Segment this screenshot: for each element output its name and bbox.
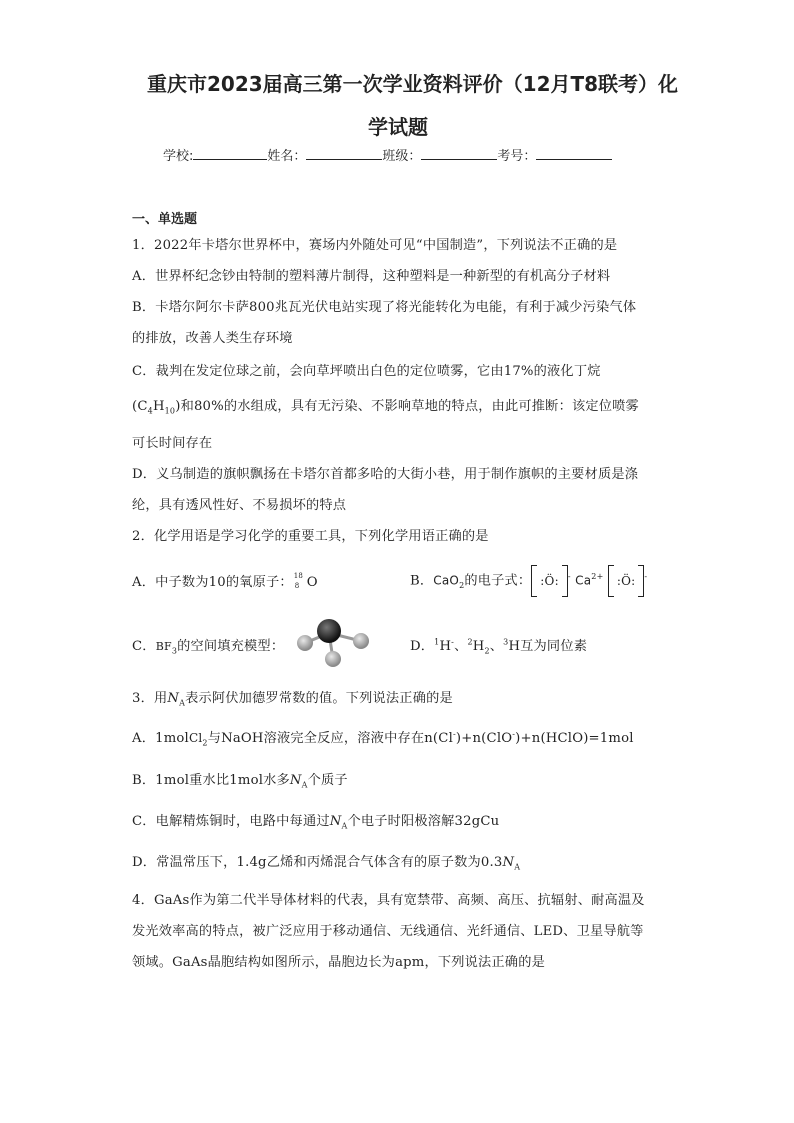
q2-stem: 2．化学用语是学习化学的重要工具，下列化学用语正确的是 [132, 529, 489, 544]
q3-option-d: D．常温常压下，1.4g乙烯和丙烯混合气体含有的原子数为$0.3N_A$ [132, 855, 521, 872]
page-title: 重庆市2023届高三第一次学业资料评价（12月T8联考）化 [147, 72, 679, 96]
name-label: 姓名： [267, 149, 307, 164]
section-heading: 一、单选题 [132, 212, 198, 227]
fluorine-atom [353, 633, 369, 649]
q3-option-a: A．1molCl$_2$与NaOH溶液完全反应，溶液中存在n(Cl-)+n(ClO-)+n(HClO)=1mol [132, 729, 634, 748]
class-label: 班级： [382, 149, 422, 164]
q2-option-c: C．$BF_3$的空间填充模型： [132, 639, 285, 656]
class-blank[interactable] [421, 147, 497, 160]
q3-option-b: B．1mol重水比1mol水多$N_A$个质子 [132, 773, 348, 790]
q1-option-c-line1: C．裁判在发定位球之前，会向草坪喷出白色的定位喷雾，它由17%的液化丁烷 [132, 364, 601, 379]
q4-stem-line2: 发光效率高的特点，被广泛应用于移动通信、无线通信、光纤通信、LED、卫星导航等 [132, 924, 644, 939]
page-title-line2: 学试题 [368, 115, 428, 139]
exam-no-label: 考号： [497, 149, 537, 164]
school-label: 学校: [163, 149, 194, 164]
oxygen-dot-right: :Ö: [616, 573, 636, 588]
q1-option-a: A．世界杯纪念钞由特制的塑料薄片制得，这种塑料是一种新型的有机高分子材料 [132, 269, 611, 284]
q1-option-d-line1: D．义乌制造的旗帜飘扬在卡塔尔首都多哈的大街小巷，用于制作旗帜的主要材质是涤 [132, 467, 639, 482]
boron-atom [317, 619, 341, 643]
oxygen-dot-left: :Ö: [540, 573, 559, 588]
q3-option-c: C．电解精炼铜时，电路中每通过$N_A$个电子时阳极溶解32gCu [132, 814, 500, 831]
q4-stem-line1: 4．GaAs作为第二代半导体材料的代表，具有宽禁带、高频、高压、抗辐射、耐高温及 [132, 893, 645, 908]
q2-option-d: D．$^1$H-、$^2H_2$、$^3$H互为同位素 [410, 637, 588, 656]
q1-option-b-line1: B．卡塔尔阿尔卡萨800兆瓦光伏电站实现了将光能转化为电能，有利于减少污染气体 [132, 300, 637, 315]
q4-stem-line3: 领域。GaAs晶胞结构如图所示，晶胞边长为apm，下列说法正确的是 [132, 955, 545, 970]
q2-option-b: B．CaO$_2$的电子式： :Ö: - $Ca^{2+}$ :Ö: - [410, 565, 647, 597]
q2-option-a: A．中子数为10的氧原子： 18 8 O [132, 571, 318, 590]
q1-option-b-line2: 的排放，改善人类生存环境 [132, 331, 293, 346]
bf3-space-filling-model [293, 613, 375, 669]
q1-option-c-line3: 可长时间存在 [132, 436, 213, 451]
q3-stem: 3．用$N_A$表示阿伏加德罗常数的值。下列说法正确的是 [132, 691, 453, 708]
school-blank[interactable] [193, 147, 267, 160]
fluorine-atom [325, 651, 341, 667]
name-blank[interactable] [306, 147, 382, 160]
fluorine-atom [297, 635, 313, 651]
student-info-line [163, 145, 612, 164]
exam-no-blank[interactable] [536, 147, 612, 160]
q1-option-d-line2: 纶，具有透风性好、不易损坏的特点 [132, 498, 347, 513]
q1-option-c-line2: $(C_4H_{10})$和80%的水组成，具有无污染、不影响草地的特点，由此可推断：该定位喷雾 [132, 399, 639, 416]
q1-stem: 1．2022年卡塔尔世界杯中，赛场内外随处可见“中国制造”，下列说法不正确的是 [132, 238, 618, 253]
